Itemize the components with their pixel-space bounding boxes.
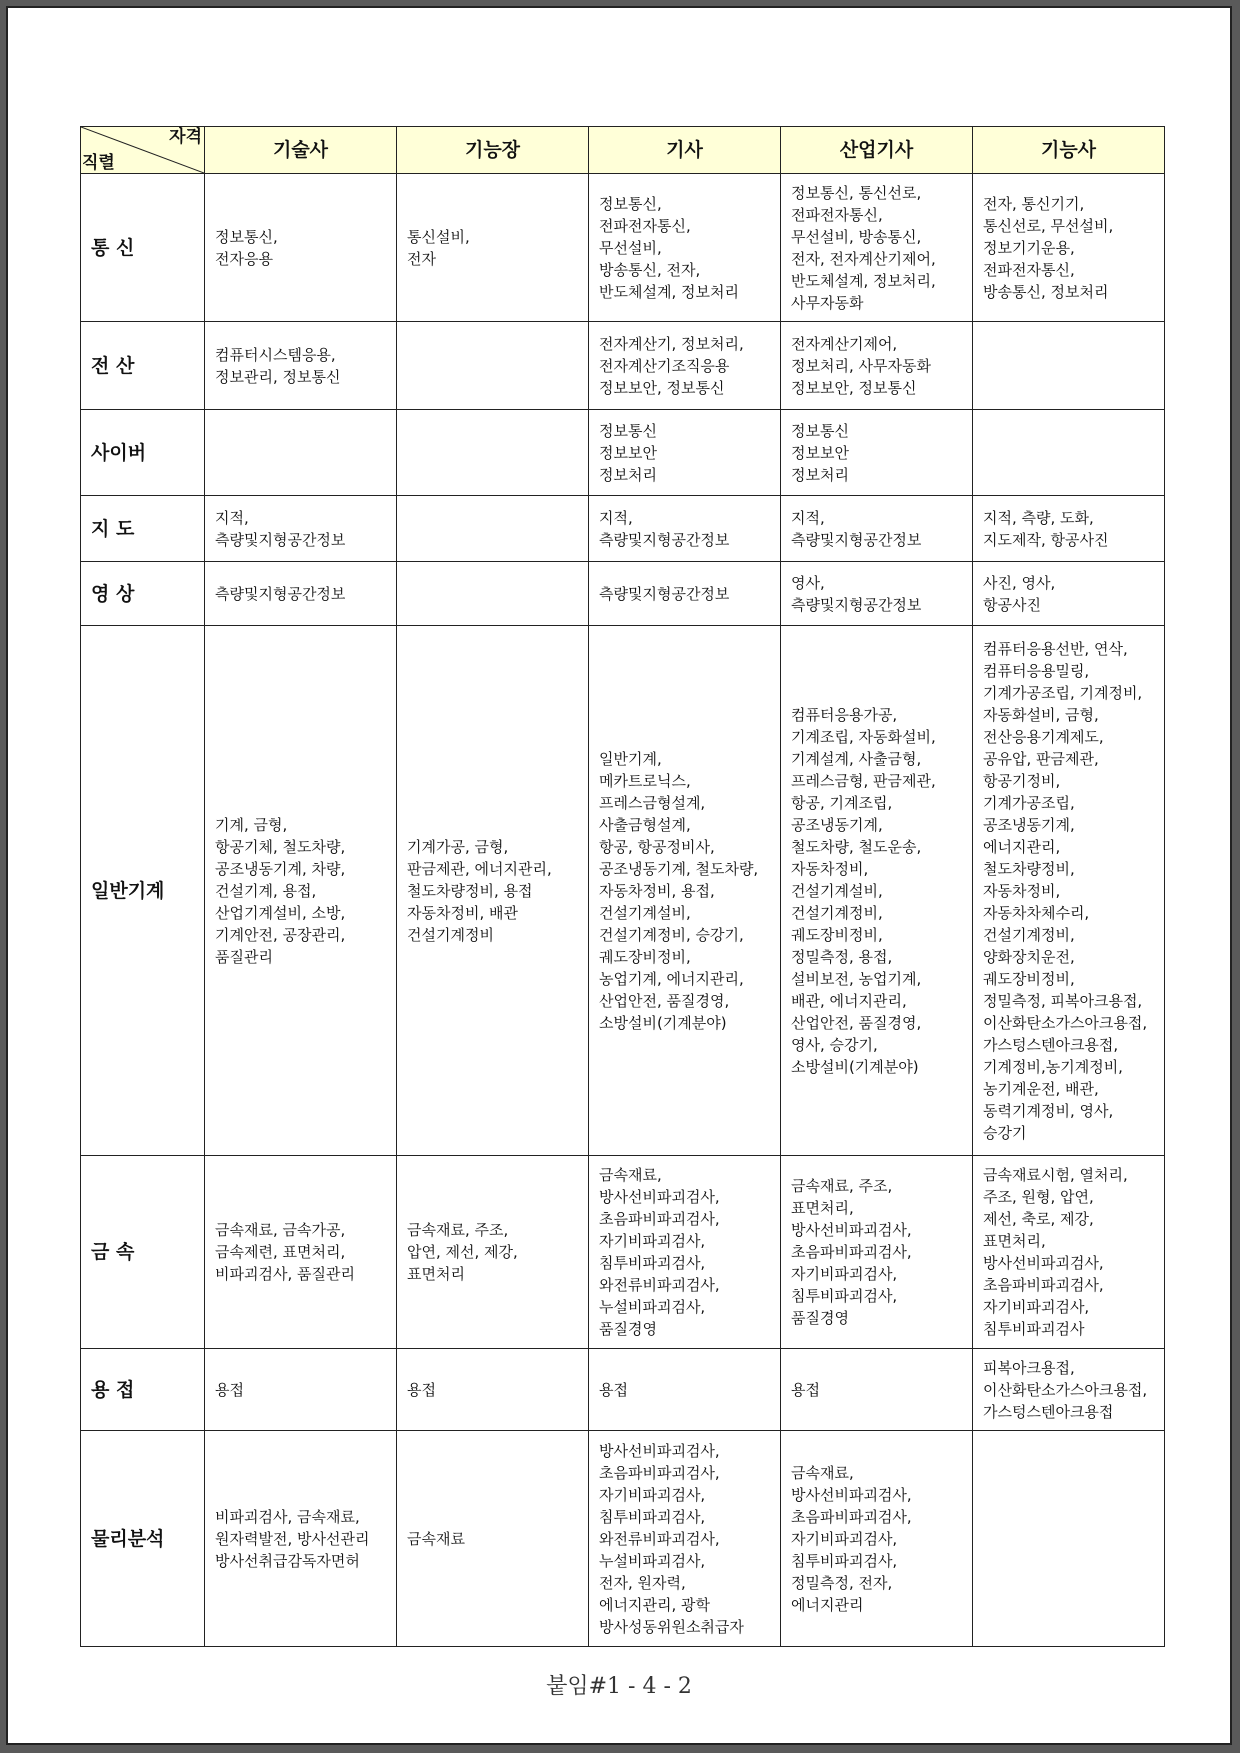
corner-label-series: 직렬	[82, 153, 115, 173]
column-header: 기능사	[973, 127, 1165, 174]
table-cell: 금속재료, 주조, 표면처리, 방사선비파괴검사, 초음파비파괴검사, 자기비파괴검사, 침투비파괴검사, 품질경영	[781, 1156, 973, 1349]
table-cell	[973, 1431, 1165, 1647]
document-page	[6, 6, 1232, 1745]
table-cell	[397, 496, 589, 562]
table-cell: 금속재료, 금속가공, 금속제련, 표면처리, 비파괴검사, 품질관리	[205, 1156, 397, 1349]
table-cell: 기계가공, 금형, 판금제관, 에너지관리, 철도차량정비, 용접 자동차정비, 배관 건설기계정비	[397, 626, 589, 1156]
table-cell	[205, 410, 397, 496]
table-cell: 전자, 통신기기, 통신선로, 무선설비, 정보기기운용, 전파전자통신, 방송통신, 정보처리	[973, 174, 1165, 322]
table-cell: 비파괴검사, 금속재료, 원자력발전, 방사선관리 방사선취급감독자면허	[205, 1431, 397, 1647]
table-cell	[973, 322, 1165, 410]
table-cell	[397, 322, 589, 410]
table-cell: 금속재료, 방사선비파괴검사, 초음파비파괴검사, 자기비파괴검사, 침투비파괴검사, 정밀측정, 전자, 에너지관리	[781, 1431, 973, 1647]
table-row	[81, 322, 1165, 410]
table-cell: 용접	[589, 1349, 781, 1431]
row-header: 전 산	[81, 322, 205, 410]
table-cell: 피복아크용접, 이산화탄소가스아크용접, 가스텅스텐아크용접	[973, 1349, 1165, 1431]
row-header: 일반기계	[81, 626, 205, 1156]
table-row	[81, 174, 1165, 322]
table-cell: 정보통신, 통신선로, 전파전자통신, 무선설비, 방송통신, 전자, 전자계산기제어, 반도체설계, 정보처리, 사무자동화	[781, 174, 973, 322]
table-cell: 방사선비파괴검사, 초음파비파괴검사, 자기비파괴검사, 침투비파괴검사, 와전류비파괴검사, 누설비파괴검사, 전자, 원자력, 에너지관리, 광학 방사성동위원소취급자	[589, 1431, 781, 1647]
table-cell: 측량및지형공간정보	[205, 562, 397, 626]
row-header: 금 속	[81, 1156, 205, 1349]
table-cell: 금속재료	[397, 1431, 589, 1647]
table-row	[81, 1156, 1165, 1349]
corner-label-qualification: 자격	[169, 127, 202, 147]
column-header: 기술사	[205, 127, 397, 174]
table-cell: 전자계산기제어, 정보처리, 사무자동화 정보보안, 정보통신	[781, 322, 973, 410]
table-cell: 기계, 금형, 항공기체, 철도차량, 공조냉동기계, 차량, 건설기계, 용접, 산업기계설비, 소방, 기계안전, 공장관리, 품질관리	[205, 626, 397, 1156]
table-cell: 용접	[205, 1349, 397, 1431]
table-cell: 통신설비, 전자	[397, 174, 589, 322]
table-cell: 금속재료, 방사선비파괴검사, 초음파비파괴검사, 자기비파괴검사, 침투비파괴검사, 와전류비파괴검사, 누설비파괴검사, 품질경영	[589, 1156, 781, 1349]
table-cell: 정보통신, 전파전자통신, 무선설비, 방송통신, 전자, 반도체설계, 정보처리	[589, 174, 781, 322]
table-cell: 컴퓨터응용가공, 기계조립, 자동화설비, 기계설계, 사출금형, 프레스금형, 판금제관, 항공, 기계조립, 공조냉동기계, 철도차량, 철도운송, 자동차정비, 건설기계설비, 건설기계정비, 궤도장비정비, 정밀측정, 용접, 설비보전, 농업기계, 배관, 에너지관리, 산업안전, 품질경영, 영사, 승강기, 소방설비(기계분야)	[781, 626, 973, 1156]
qualification-table	[80, 126, 1165, 1647]
table-cell: 컴퓨터시스템응용, 정보관리, 정보통신	[205, 322, 397, 410]
row-header: 용 접	[81, 1349, 205, 1431]
table-cell: 정보통신 정보보안 정보처리	[781, 410, 973, 496]
table-cell: 지적, 측량및지형공간정보	[589, 496, 781, 562]
table-row	[81, 562, 1165, 626]
page-number-footer: 붙임#1 - 4 - 2	[546, 1674, 692, 1699]
row-header: 사이버	[81, 410, 205, 496]
table-cell	[397, 410, 589, 496]
table-cell: 정보통신 정보보안 정보처리	[589, 410, 781, 496]
table-cell: 지적, 측량및지형공간정보	[781, 496, 973, 562]
row-header: 물리분석	[81, 1431, 205, 1647]
table-cell: 정보통신, 전자응용	[205, 174, 397, 322]
table-row	[81, 410, 1165, 496]
table-cell: 전자계산기, 정보처리, 전자계산기조직응용 정보보안, 정보통신	[589, 322, 781, 410]
table-cell: 지적, 측량, 도화, 지도제작, 항공사진	[973, 496, 1165, 562]
header-corner-cell	[81, 127, 205, 174]
table-row	[81, 496, 1165, 562]
row-header: 통 신	[81, 174, 205, 322]
table-cell: 사진, 영사, 항공사진	[973, 562, 1165, 626]
column-header: 기능장	[397, 127, 589, 174]
row-header: 영 상	[81, 562, 205, 626]
table-cell: 영사, 측량및지형공간정보	[781, 562, 973, 626]
table-cell: 용접	[397, 1349, 589, 1431]
table-cell: 일반기계, 메카트로닉스, 프레스금형설계, 사출금형설계, 항공, 항공정비사, 공조냉동기계, 철도차량, 자동차정비, 용접, 건설기계설비, 건설기계정비, 승강기, 궤도장비정비, 농업기계, 에너지관리, 산업안전, 품질경영, 소방설비(기계분야)	[589, 626, 781, 1156]
table-cell: 지적, 측량및지형공간정보	[205, 496, 397, 562]
table-cell: 금속재료, 주조, 압연, 제선, 제강, 표면처리	[397, 1156, 589, 1349]
table-cell	[397, 562, 589, 626]
column-header: 기사	[589, 127, 781, 174]
table-cell: 금속재료시험, 열처리, 주조, 원형, 압연, 제선, 축로, 제강, 표면처리, 방사선비파괴검사, 초음파비파괴검사, 자기비파괴검사, 침투비파괴검사	[973, 1156, 1165, 1349]
table-cell: 컴퓨터응용선반, 연삭, 컴퓨터응용밀링, 기계가공조립, 기계정비, 자동화설비, 금형, 전산응용기계제도, 공유압, 판금제관, 항공기정비, 기계가공조립, 공조냉동기계, 에너지관리, 철도차량정비, 자동차정비, 자동차차체수리, 건설기계정비, 양화장치운전, 궤도장비정비, 정밀측정, 피복아크용접, 이산화탄소가스아크용접, 가스텅스텐아크용접, 기계정비,농기계정비, 농기계운전, 배관, 동력기계정비, 영사, 승강기	[973, 626, 1165, 1156]
table-row	[81, 1349, 1165, 1431]
table-row	[81, 1431, 1165, 1647]
table-cell: 측량및지형공간정보	[589, 562, 781, 626]
row-header: 지 도	[81, 496, 205, 562]
table-cell	[973, 410, 1165, 496]
table-cell: 용접	[781, 1349, 973, 1431]
column-header: 산업기사	[781, 127, 973, 174]
table-row	[81, 626, 1165, 1156]
table-header-row	[81, 127, 1165, 174]
